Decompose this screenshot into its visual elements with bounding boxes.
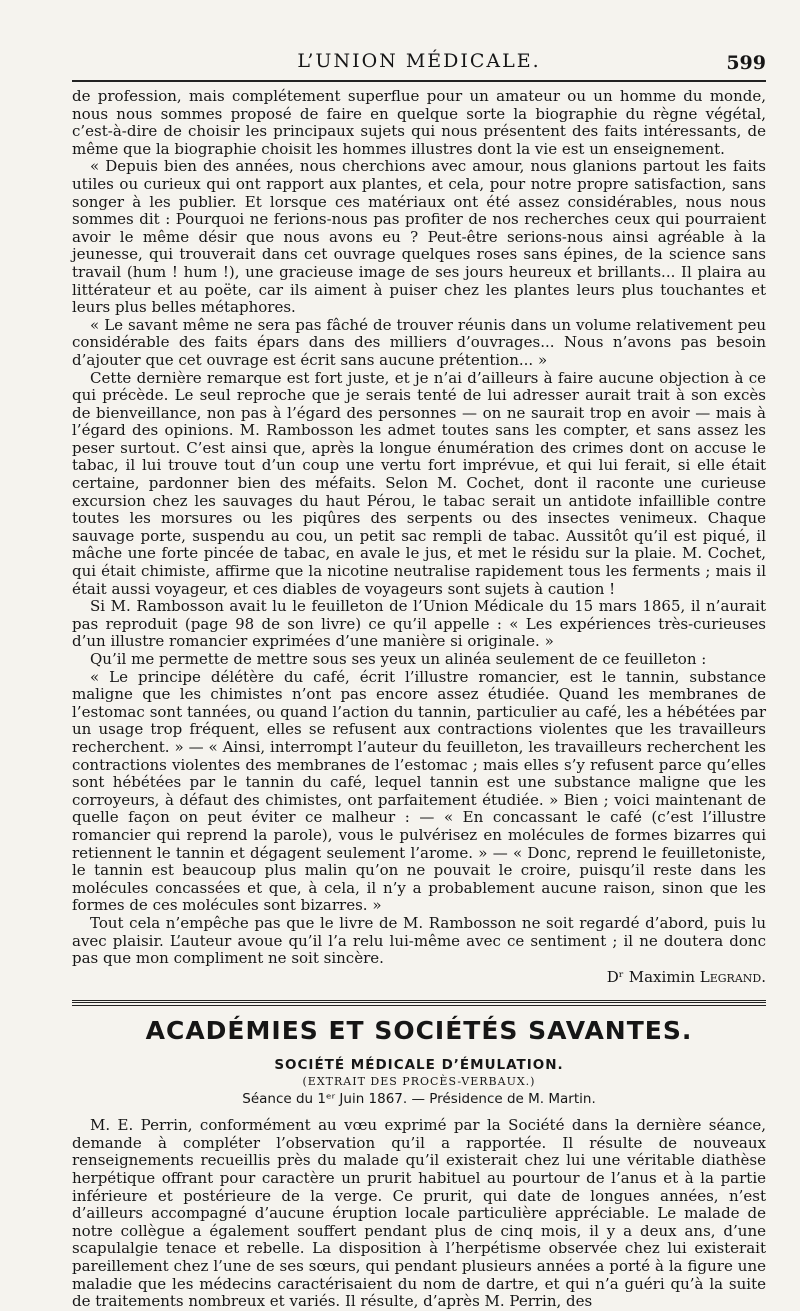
section-body (72, 1117, 766, 1311)
section-divider (72, 1000, 766, 1006)
running-title: L’UNION MÉDICALE. (297, 50, 541, 72)
page-number: 599 (726, 52, 766, 74)
article-paragraph: Qu’il me permette de mettre sous ses yeux un alinéa seulement de ce feuilleton : (90, 650, 707, 668)
signature-name: Legrand. (699, 967, 766, 986)
article-paragraph: Tout cela n’empêche pas que le livre de M. Rambosson ne soit regardé d’abord, puis lu avec plaisir. L’auteur avoue qu’il l’a relu lui-même avec ce sentiment ; il ne doutera donc pas que mon compliment ne soit sincère. (72, 913, 766, 968)
seance-line: Séance du 1ᵉʳ Juin 1867. — Présidence de M. Martin. (242, 1091, 596, 1108)
header-rule (72, 80, 766, 82)
article-body (72, 88, 766, 986)
section-paragraph: M. E. Perrin, conformément au vœu exprimé par la Société dans la dernière séance, demande à compléter l’observation qu’il a rapportée. Il résulte de nouveaux renseignements recueillis près du malade qu’il existerait chez lui une véritable diathèse herpétique offrant pour caractère un prurit habituel au pourtour de l’anus et à la partie inférieure et postérieure de la verge. Ce prurit, qui date de longues années, n’est d’ailleurs accompagné d’aucune éruption locale particulière appréciable. Le malade de notre collègue a également souffert pendant plus de cinq mois, il y a deux ans, d’une scapulalgie tenace et rebelle. La disposition à l’herpétisme observée chez lui existerait pareillement chez l’une de ses sœurs, qui pendant plusieurs années a porté à la figure une maladie que les médecins caractérisaient du nom de dartre, et qui n’a guéri qu’à la suite de traitements nombreux et variés. Il résulte, d’après M. Perrin, des (72, 1116, 766, 1311)
society-heading: SOCIÉTÉ MÉDICALE D’ÉMULATION. (274, 1057, 564, 1074)
running-head (72, 40, 766, 74)
article-paragraph: Cette dernière remarque est fort juste, et je n’ai d’ailleurs à faire aucune objection à ce qui précède. Le seul reproche que je serais tenté de lui adresser aurait trait à son excès de bienveillance, non pas à l’égard des personnes — on ne saurait trop en avoir — mais à l’égard des opinions. M. Rambosson les admet toutes sans les compter, et sans assez les peser surtout. C’est ainsi que, après la longue énumération des crimes dont on accuse le tabac, il lui trouve tout d’un coup une vertu fort imprévue, et qui lui ferait, si elle était certaine, pardonner bien des méfaits. Selon M. Cochet, dont il raconte une curieuse excursion chez les sauvages du haut Pérou, le tabac serait un antidote infaillible contre toutes les morsures ou les piqûres des serpents ou des insectes venimeux. Chaque sauvage porte, suspendu au cou, un petit sac rempli de tabac. Aussitôt qu’il est piqué, il mâche une forte pincée de tabac, en avale le jus, et met le résidu sur la plaie. M. Cochet, qui était chimiste, affirme que la nicotine neutralise rapidement tous les ferments ; mais il était aussi voyageur, et ces diables de voyageurs sont sujets à caution ! (72, 368, 766, 598)
author-signature (72, 969, 766, 987)
extract-note: (EXTRAIT DES PROCÈS-VERBAUX.) (302, 1075, 536, 1089)
article-paragraph: Si M. Rambosson avait lu le feuilleton de l’Union Médicale du 15 mars 1865, il n’aurait pas reproduit (page 98 de son livre) ce qu’il appelle : « Les expériences très-curieuses d’un illustre romancier exprimées d’une manière si originale. » (72, 597, 766, 651)
section-title: ACADÉMIES ET SOCIÉTÉS SAVANTES. (145, 1016, 693, 1046)
signature-prefix: Dʳ Maximin (606, 967, 695, 986)
article-paragraph: « Le savant même ne sera pas fâché de trouver réunis dans un volume relativement peu considérable des faits épars dans des milliers d’ouvrages... Nous n’avons pas besoin d’ajouter que cet ouvrage est écrit sans aucune prétention... » (72, 315, 766, 369)
article-paragraph: de profession, mais complétement superflue pour un amateur ou un homme du monde, nous nous sommes proposé de faire en quelque sorte la biographie du règne végétal, c’est-à-dire de choisir les principaux sujets qui nous présentent des faits intéressants, de même que la biographie choisit les hommes illustres dont la vie est un enseignement. (72, 87, 766, 158)
article-paragraph: « Le principe délétère du café, écrit l’illustre romancier, est le tannin, substance maligne que les chimistes n’ont pas encore assez étudiée. Quand les membranes de l’estomac sont tannées, ou quand l’action du tannin, particulier au café, les a hébétées par un usage trop fréquent, elles se refusent aux contractions violentes que les travailleurs recherchent. » — « Ainsi, interrompt l’auteur du feuilleton, les travailleurs recherchent les contractions violentes des membranes de l’estomac ; mais elles s’y refusent parce qu’elles sont hébétées par le tannin du café, lequel tannin est une substance maligne que les corroyeurs, à défaut des chimistes, ont parfaitement étudiée. » Bien ; voici maintenant de quelle façon on peut éviter ce malheur : — « En concassant le café (c’est l’illustre romancier qui reprend la parole), vous le pulvérisez en molécules de formes bizarres qui retiennent le tannin et dégagent seulement l’arome. » — « Donc, reprend le feuilletoniste, le tannin est beaucoup plus malin qu’on ne pouvait le croire, puisqu’il reste dans les molécules concassées et que, à cela, il n’y a probablement aucune raison, sinon que les formes de ces molécules sont bizarres. » (72, 667, 766, 915)
article-paragraph: « Depuis bien des années, nous cherchions avec amour, nous glanions partout les faits utiles ou curieux qui ont rapport aux plantes, et cela, pour notre propre satisfaction, sans songer à les publier. Et lorsque ces matériaux ont été assez considérables, nous nous sommes dit : Pourquoi ne ferions-nous pas profiter de nos recherches ceux qui pourraient avoir le même désir que nous avons eu ? Peut-être serions-nous ainsi agréable à la jeunesse, qui trouverait dans cet ouvrage quelques roses sans épines, de la science sans travail (hum ! hum !), une gracieuse image de ses jours heureux et brillants... Il plaira au littérateur et au poëte, car ils aiment à puiser chez les plantes leurs plus touchantes et leurs plus belles métaphores. (72, 157, 766, 317)
